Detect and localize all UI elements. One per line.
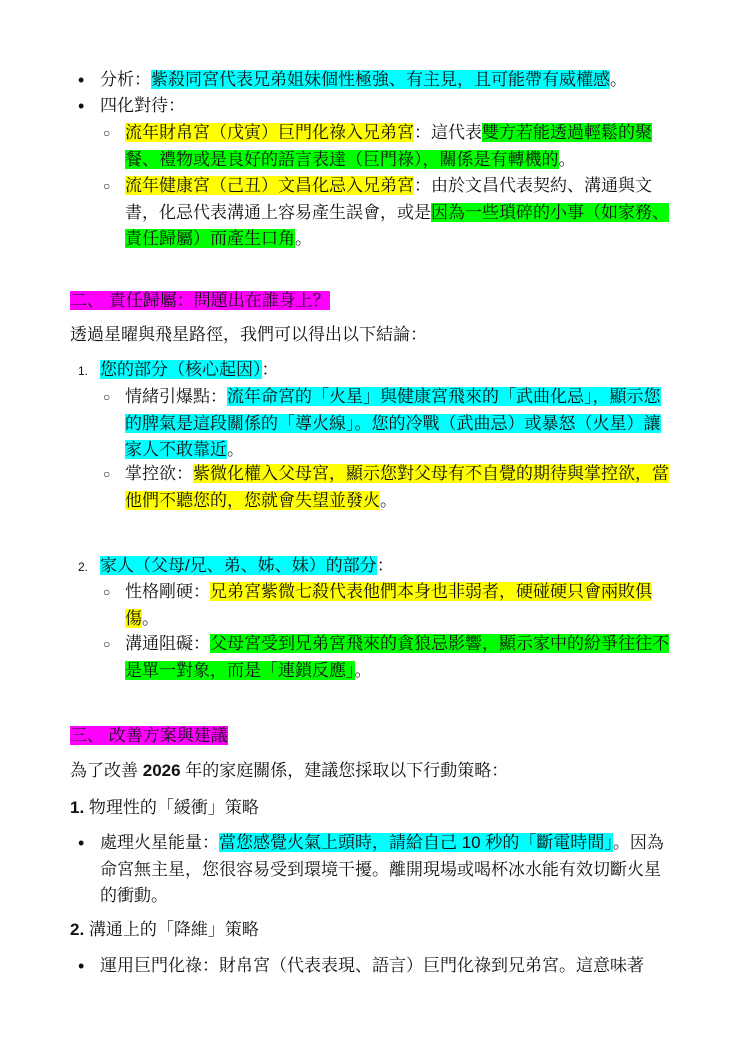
strategy-heading-1	[70, 795, 670, 822]
bullet-icon: •	[78, 96, 85, 116]
numbered-item-2	[78, 553, 670, 580]
punct: 。	[558, 149, 576, 169]
bullet-icon: •	[78, 956, 85, 976]
section-heading-3	[70, 723, 670, 750]
list-number: 2.	[70, 920, 85, 939]
circle-bullet-icon: ○	[103, 126, 111, 140]
circle-bullet-icon: ○	[103, 390, 111, 404]
heading-text: 二、 責任歸屬：問題出在誰身上？	[70, 291, 330, 310]
numbered-item-1	[78, 357, 670, 384]
list-number: 1.	[70, 798, 85, 817]
highlight-text: 家人（父母/兄、弟、姊、妹）的部分	[100, 556, 377, 575]
highlight-text: 父母宮受到兄弟宮飛來的貪狼忌影響，顯示家中的紛爭往往不是單一對象，而是「連鎖反應」	[125, 634, 669, 680]
section-heading-2	[70, 288, 670, 315]
text: 年的家庭關係，建議您採取以下行動策略：	[180, 761, 509, 780]
heading-text: 溝通上的「降維」策略	[84, 920, 259, 939]
circle-bullet-icon: ○	[103, 467, 111, 481]
highlight-text: 兄弟宮紫微七殺代表他們本身也非弱者，硬碰硬只會兩敗俱傷	[125, 582, 652, 628]
label: 溝通阻礙：	[125, 634, 210, 653]
label: 情緒引爆點：	[125, 387, 227, 406]
highlight-text: 流年命宮的「火星」與健康宮飛來的「武曲化忌」，顯示您的脾氣是這段關係的「導火線」。您的冷戰（武曲忌）或暴怒（火星）讓家人不敢靠近	[125, 387, 661, 459]
punct: 。	[295, 229, 312, 248]
heading-text: 物理性的「緩衝」策略	[84, 798, 259, 817]
label: 分析：	[100, 70, 151, 89]
sub-bullet-communication	[103, 631, 670, 684]
sub-bullet-trigger	[103, 384, 670, 464]
circle-bullet-icon: ○	[103, 585, 111, 599]
list-number: 2.	[78, 560, 89, 574]
bullet-jumen	[78, 953, 670, 980]
bullet-analysis	[78, 67, 670, 94]
circle-bullet-icon: ○	[103, 637, 111, 651]
text: ：由於文昌代表契約、溝通與文書，化忌代表溝通上容易產生誤會，或是	[125, 176, 652, 222]
label: 四化對待：	[100, 96, 185, 115]
label: 處理火星能量：	[100, 833, 219, 852]
strategy-heading-2	[70, 917, 670, 944]
sub-bullet-control	[103, 461, 670, 514]
punct: ：	[376, 556, 394, 575]
bullet-sihua	[78, 93, 670, 120]
highlight-text: 流年財帛宮（戊寅）巨門化祿入兄弟宮	[125, 123, 414, 142]
circle-bullet-icon: ○	[103, 179, 111, 193]
sub-bullet-health	[103, 173, 670, 253]
highlight-text: 因為一些瑣碎的小事（如家務、責任歸屬）而產生口角	[125, 202, 669, 248]
punct: 。	[610, 70, 627, 89]
highlight-text: 紫殺同宮代表兄弟姐妹個性極強、有主見，且可能帶有威權感	[151, 70, 610, 89]
sub-bullet-wealth	[103, 120, 670, 173]
punct: 。	[227, 440, 244, 459]
heading-text: 三、 改善方案與建議	[70, 726, 228, 745]
bullet-icon: •	[78, 833, 85, 853]
highlight-text: 當您感覺火氣上頭時，請給自己 10 秒的「斷電時間」	[219, 833, 613, 852]
highlight-text: 流年健康宮（己丑）文昌化忌入兄弟宮	[125, 176, 414, 195]
highlight-text: 雙方若能透過輕鬆的聚餐、禮物或是良好的語言表達（巨門祿），關係是有轉機的	[125, 123, 652, 169]
text: 。因為命宮無主星，您很容易受到環境干擾。離開現場或喝杯冰水能有效切斷火星的衝動。	[100, 833, 664, 905]
paragraph	[70, 758, 670, 785]
punct: 。	[142, 608, 159, 628]
year: 2026	[142, 761, 181, 780]
label: 掌控欲：	[125, 464, 193, 483]
label: 性格剛硬：	[125, 582, 210, 601]
punct: ：	[261, 360, 279, 379]
paragraph: 透過星曜與飛星路徑，我們可以得出以下結論：	[70, 325, 427, 344]
text: 運用巨門化祿：財帛宮（代表表現、語言）巨門化祿到兄弟宮。這意味著	[100, 956, 644, 975]
punct: 。	[380, 490, 397, 510]
bullet-icon: •	[78, 70, 85, 90]
highlight-text: 紫微化權入父母宮，顯示您對父母有不自覺的期待與掌控欲，當他們不聽您的，您就會失望並發火	[125, 464, 669, 510]
text: ：這代表	[414, 123, 482, 142]
highlight-text: 您的部分（核心起因）	[100, 360, 262, 379]
list-number: 1.	[78, 364, 89, 378]
bullet-fire-energy	[78, 830, 670, 910]
text: 為了改善	[70, 761, 143, 780]
sub-bullet-stubborn	[103, 579, 670, 632]
punct: 。	[354, 660, 372, 680]
